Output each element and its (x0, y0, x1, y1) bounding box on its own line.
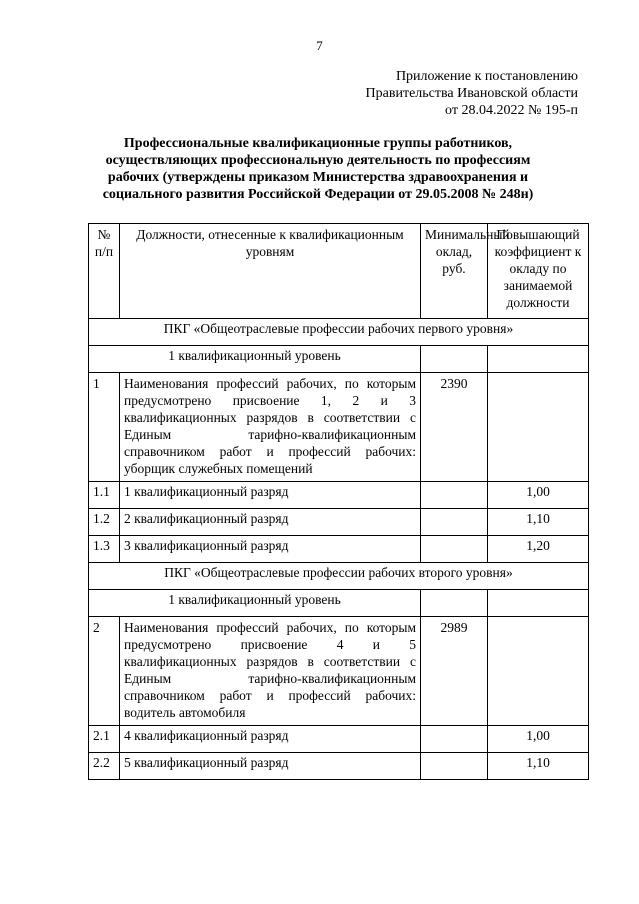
rank-num: 2.1 (89, 726, 120, 753)
rank-row (89, 536, 589, 563)
level-label: 1 квалификационный уровень (89, 590, 421, 617)
prof-coef-empty (488, 617, 589, 726)
prof-num: 1 (89, 373, 120, 482)
level-row (89, 590, 589, 617)
rank-num: 2.2 (89, 753, 120, 780)
rank-row (89, 482, 589, 509)
prof-description: Наименования профессий рабочих, по которым предусмотрено присвоение 1, 2 и 3 квалификационных разрядов в соответствии с Единым тарифно-квалификационным справочником работ и профессий рабочих: уборщик служебных помещений (120, 373, 421, 482)
rank-salary-empty (421, 509, 488, 536)
appendix-note (278, 68, 578, 119)
level-salary-empty (421, 590, 488, 617)
prof-coef-empty (488, 373, 589, 482)
prof-description: Наименования профессий рабочих, по которым предусмотрено присвоение 4 и 5 квалификационных разрядов в соответствии с Единым тарифно-квалификационным справочником работ и профессий рабочих: водитель автомобиля (120, 617, 421, 726)
rank-row (89, 509, 589, 536)
rank-label: 2 квалификационный разряд (120, 509, 421, 536)
prof-salary: 2989 (421, 617, 488, 726)
rank-label: 5 квалификационный разряд (120, 753, 421, 780)
appendix-line-3: от 28.04.2022 № 195-п (445, 103, 578, 118)
title-line-4: социального развития Российской Федерации от 29.05.2008 № 248н) (102, 187, 534, 202)
document-title (60, 135, 576, 203)
profession-row (89, 373, 589, 482)
level-row (89, 346, 589, 373)
rank-num: 1.2 (89, 509, 120, 536)
rank-salary-empty (421, 753, 488, 780)
header-num: № п/п (89, 224, 120, 319)
rank-label: 1 квалификационный разряд (120, 482, 421, 509)
table-header-row (89, 224, 589, 319)
rank-num: 1.1 (89, 482, 120, 509)
rank-salary-empty (421, 726, 488, 753)
level-coef-empty (488, 590, 589, 617)
appendix-line-2: Правительства Ивановской области (365, 86, 578, 101)
rank-coef: 1,00 (488, 726, 589, 753)
title-line-2: осуществляющих профессиональную деятельность по профессиям (105, 153, 531, 168)
rank-label: 3 квалификационный разряд (120, 536, 421, 563)
title-line-3: рабочих (утверждены приказом Министерства здравоохранения и (107, 170, 529, 185)
appendix-line-1: Приложение к постановлению (395, 69, 578, 84)
rank-coef: 1,10 (488, 509, 589, 536)
header-coef: Повышающий коэффициент к окладу по занимаемой должности (488, 224, 589, 319)
qualification-table (88, 223, 589, 780)
profession-row (89, 617, 589, 726)
rank-coef: 1,20 (488, 536, 589, 563)
header-position: Должности, отнесенные к квалификационным уровням (120, 224, 421, 319)
rank-label: 4 квалификационный разряд (120, 726, 421, 753)
group-row (89, 319, 589, 346)
prof-num: 2 (89, 617, 120, 726)
rank-row (89, 726, 589, 753)
rank-coef: 1,10 (488, 753, 589, 780)
rank-row (89, 753, 589, 780)
level-salary-empty (421, 346, 488, 373)
level-label: 1 квалификационный уровень (89, 346, 421, 373)
rank-salary-empty (421, 536, 488, 563)
group-row (89, 563, 589, 590)
level-coef-empty (488, 346, 589, 373)
rank-salary-empty (421, 482, 488, 509)
prof-salary: 2390 (421, 373, 488, 482)
rank-num: 1.3 (89, 536, 120, 563)
group-name: ПКГ «Общеотраслевые профессии рабочих второго уровня» (89, 563, 589, 590)
rank-coef: 1,00 (488, 482, 589, 509)
page-number: 7 (316, 38, 323, 53)
header-salary: Минимальный оклад, руб. (421, 224, 488, 319)
title-line-1: Профессиональные квалификационные группы работников, (123, 136, 513, 151)
group-name: ПКГ «Общеотраслевые профессии рабочих первого уровня» (89, 319, 589, 346)
